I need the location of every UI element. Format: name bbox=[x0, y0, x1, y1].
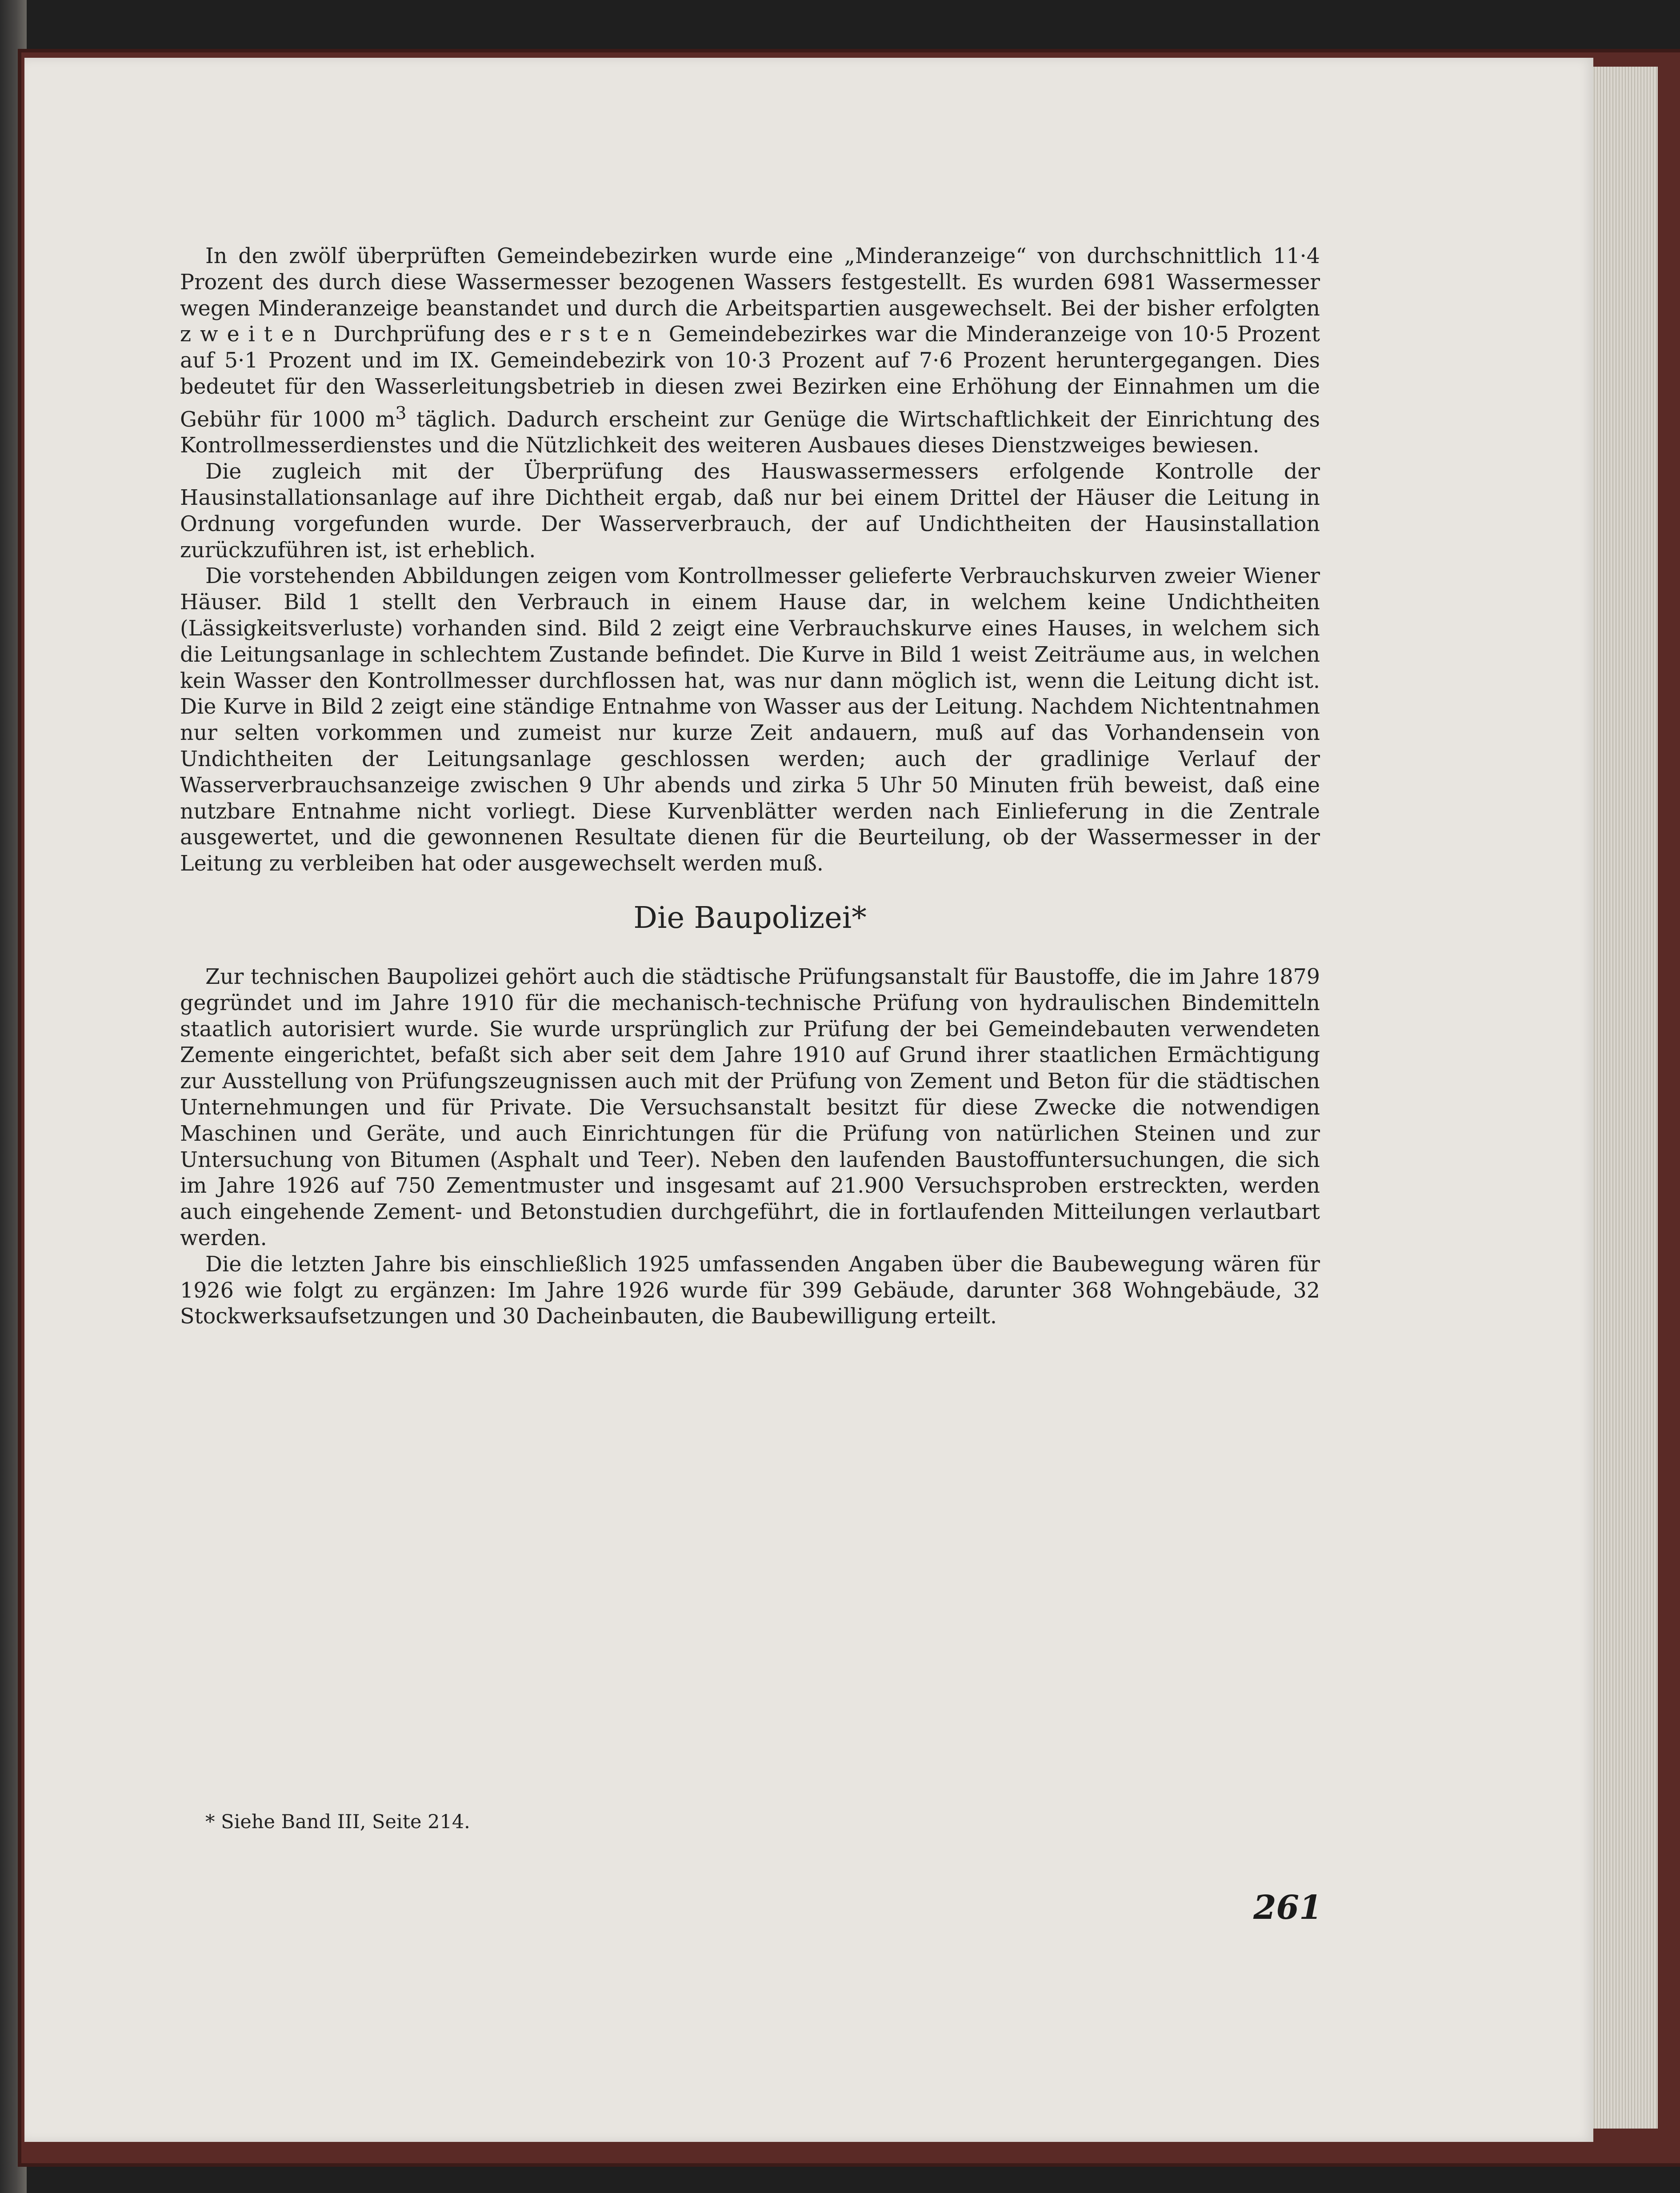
page-number: 261 bbox=[1253, 1889, 1322, 1927]
paragraph-2: Die zugleich mit der Überprüfung des Hauswassermessers erfolgende Kontrolle der Hausinstallationsanlage auf ihre Dichtheit ergab, daß nur bei einem Drittel der Häuser die Leitung in Ordnung vorgefunden wurde. Der Wasserverbrauch, der auf Undichtheiten der Hausinstallation zurückzuführen ist, ist erheblich. bbox=[180, 459, 1320, 563]
paragraph-5: Die die letzten Jahre bis einschließlich 1925 umfassenden Angaben über die Baubewegung wären für 1926 wie folgt zu ergänzen: Im Jahre 1926 wurde für 399 Gebäude, darunter 368 Wohngebäude, 32 Stockwerksaufsetzungen und 30 Dacheinbauten, die Baubewilligung erteilt. bbox=[180, 1252, 1320, 1329]
paragraph-4: Zur technischen Baupolizei gehört auch die städtische Prüfungsanstalt für Baustoffe, die im Jahre 1879 gegründet und im Jahre 1910 für die mechanisch-technische Prüfung von hydraulischen Bindemitteln staatlich autorisiert wurde. Sie wurde ursprünglich zur Prüfung der bei Gemeindebauten verwendeten Zemente eingerichtet, befaßt sich aber seit dem Jahre 1910 auf Grund ihrer staatlichen Ermächtigung zur Ausstellung von Prüfungszeugnissen auch mit der Prüfung von Zement und Beton für die städtischen Unternehmungen und für Private. Die Versuchsanstalt besitzt für diese Zwecke die notwendigen Maschinen und Geräte, und auch Einrichtungen für die Prüfung von natürlichen Steinen und zur Untersuchung von Bitumen (Asphalt und Teer). Neben den laufenden Baustoffuntersuchungen, die sich im Jahre 1926 auf 750 Zementmuster und insgesamt auf 21.900 Versuchsproben erstreckten, werden auch eingehende Zement- und Betonstudien durchgeführt, die in fortlaufenden Mitteilungen verlautbart werden. bbox=[180, 965, 1320, 1250]
section-2-text bbox=[180, 964, 1320, 1330]
footnote: * Siehe Band III, Seite 214. bbox=[205, 1811, 470, 1833]
paragraph-3: Die vorstehenden Abbildungen zeigen vom Kontrollmesser gelieferte Verbrauchskurven zweier Wiener Häuser. Bild 1 stellt den Verbrauch in einem Hause dar, in welchem keine Undichtheiten (Lässigkeitsverluste) vorhanden sind. Bild 2 zeigt eine Verbrauchskurve eines Hauses, in welchem sich die Leitungsanlage in schlechtem Zustande befindet. Die Kurve in Bild 1 weist Zeiträume aus, in welchen kein Wasser den Kontrollmesser durchflossen hat, was nur dann möglich ist, wenn die Leitung dicht ist. Die Kurve in Bild 2 zeigt eine ständige Entnahme von Wasser aus der Leitung. Nachdem Nichtentnahmen nur selten vorkommen und zumeist nur kurze Zeit andauern, muß auf das Vorhandensein von Undichtheiten der Leitungsanlage geschlossen werden; auch der gradlinige Verlauf der Wasserverbrauchsanzeige zwischen 9 Uhr abends und zirka 5 Uhr 50 Minuten früh beweist, daß eine nutzbare Entnahme nicht vorliegt. Diese Kurvenblätter werden nach Einlieferung in die Zentrale ausgewertet, und die gewonnenen Resultate dienen für die Beurteilung, ob der Wassermesser in der Leitung zu verbleiben hat oder ausgewechselt werden muß. bbox=[180, 564, 1320, 876]
page-stack-edge bbox=[1582, 67, 1658, 2129]
section-heading: Die Baupolizei* bbox=[633, 900, 867, 935]
section-1-text bbox=[180, 244, 1320, 877]
paragraph-1: In den zwölf überprüften Gemeindebezirken wurde eine „Minderanzeige“ von durchschnittlich 11·4 Prozent des durch diese Wassermesser bezogenen Wassers festgestellt. Es wurden 6981 Wassermesser wegen Minderanzeige beanstandet und durch die Arbeitspartien ausgewechselt. Bei der bisher erfolgten zweiten Durchprüfung des ersten Gemeindebezirkes war die Minderanzeige von 10·5 Prozent auf 5·1 Prozent und im IX. Gemeindebezirk von 10·3 Prozent auf 7·6 Prozent heruntergegangen. Dies bedeutet für den Wasserleitungsbetrieb in diesen zwei Bezirken eine Erhöhung der Einnahmen um die Gebühr für 1000 $m^3$ täglich. Dadurch erscheint zur Genüge die Wirtschaftlichkeit der Einrichtung des Kontrollmesserdienstes und die Nützlichkeit des weiteren Ausbaues dieses Dienstzweiges bewiesen. bbox=[180, 244, 1320, 458]
